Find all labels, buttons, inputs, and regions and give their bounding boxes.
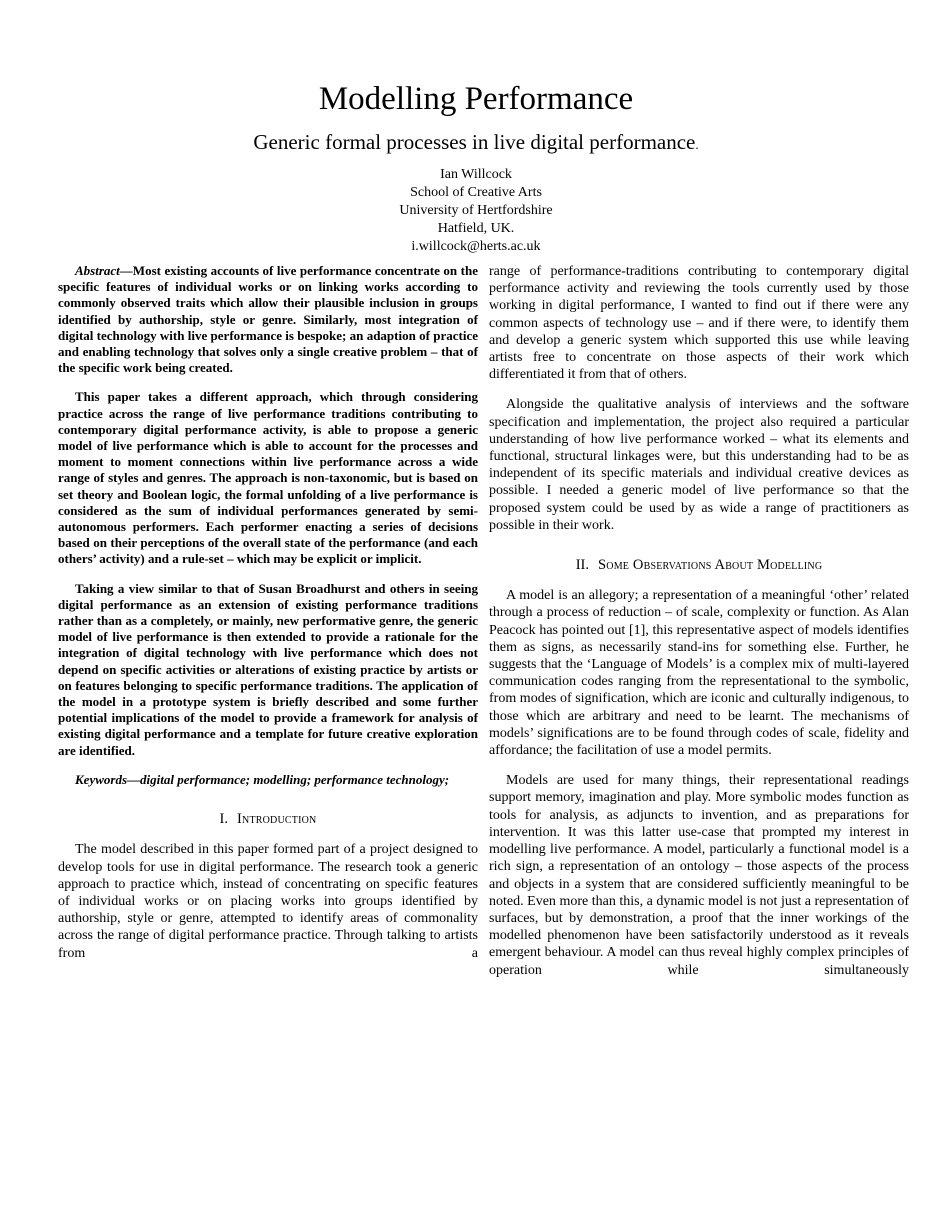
intro-paragraph-1-continued: range of performance-traditions contributing to contemporary digital performance activity and reviewing the tools currently used by those working in digital performance, I wanted to find out if there were any common aspects of technology use – and if there were, to identify them and develop a generic system which supported this use while leaving artists free to concentrate on those aspects of their work which differentiated it from that of others.	[489, 264, 909, 383]
two-column-body	[58, 263, 909, 992]
intro-paragraph-1: The model described in this paper formed part of a project designed to develop tools for use in digital performance. The research took a generic approach to practice which, instead of concentrating on specific features of individual works or on placing works into groups identified by authorship, style or genre, attempted to identify areas of commonality across the range of digital performance practice. Through talking to artists from a	[58, 842, 478, 961]
column-left	[58, 263, 478, 992]
paper-subtitle	[0, 130, 952, 155]
intro-paragraph-2: Alongside the qualitative analysis of interviews and the software specification and implementation, the project also required a particular understanding of how live performance worked – what its elements and functional, structural linkages were, but this understanding had to be as independent of its specific materials and individual creative devices as possible. I needed a generic model of live performance so that the proposed system could be used by as wide a range of practitioners as possible in their work.	[489, 397, 909, 533]
author-affiliation-school: School of Creative Arts	[410, 185, 542, 200]
abstract-paragraph-1	[58, 263, 478, 376]
modelling-paragraph-2: Models are used for many things, their representational readings support memory, imagination and play. More symbolic modes function as tools for analysis, as adjuncts to invention, and as preparations for intervention. It was this latter use-case that prompted my interest in modelling live performance. A model, particularly a functional model is a rich sign, a representation of an ontology – those aspects of the process and objects in a system that are considered sufficiently meaningful to be noted. Even more than this, a dynamic model is not just a representation of surfaces, but by demonstration, a proof that the inner workings of the modelled phenomenon have been satisfactorily understood as it reveals emergent behaviour. A model can thus reveal highly complex principles of operation while simultaneously	[489, 773, 909, 978]
author-email: i.willcock@herts.ac.uk	[411, 239, 541, 254]
keywords-paragraph: Keywords—digital performance; modelling; performance technology;	[75, 771, 450, 787]
paper-subtitle-period: .	[695, 137, 699, 152]
section-title: Some Observations About Modelling	[598, 557, 823, 574]
section-number: II.	[575, 557, 590, 574]
author-block	[0, 166, 952, 256]
abstract-label: Abstract—	[75, 263, 133, 278]
paper-subtitle-text: Generic formal processes in live digital performance	[253, 130, 696, 154]
author-name: Ian Willcock	[440, 167, 512, 182]
paper-title: Modelling Performance	[318, 81, 634, 117]
section-heading-modelling	[489, 557, 909, 574]
paper-header	[0, 0, 952, 256]
section-title: Introduction	[237, 811, 317, 828]
author-location: Hatfield, UK.	[437, 221, 515, 236]
section-number: I.	[219, 811, 228, 828]
column-right	[489, 263, 909, 992]
author-affiliation-university: University of Hertfordshire	[399, 203, 553, 218]
modelling-paragraph-1: A model is an allegory; a representation of a meaningful ‘other’ related through a process of reduction – of scale, complexity or function. As Alan Peacock has pointed out [1], this representative aspect of models identifies them as signs, as necessarily stand-ins for something else. Further, he suggests that the ‘Language of Models’ is a complex mix of multi-layered communication codes ranging from the representational to the symbolic, from modes of signification, which are iconic and culturally indigenous, to those which are arbitrary and need to be learnt. The mechanisms of models’ significations are to be found through codes of scale, fidelity and affordance; the facilitation of use a model permits.	[489, 588, 909, 759]
abstract-paragraph-2: This paper takes a different approach, which through considering practice across the range of live performance traditions contributing to contemporary digital performance activity, is able to propose a generic model of live performance which is able to account for the processes and moment to moment connections within live performance across a wide range of styles and genres. The approach is non-taxonomic, but is based on set theory and Boolean logic, the formal unfolding of a live performance is considered as the sum of individual performances generated by semi-autonomous performers. Each performer enacting a series of decisions based on their perceptions of the overall state of the performance (and each others’ activity) and a rule-set – which may be explicit or implicit.	[58, 389, 478, 567]
abstract-paragraph-1-text: Most existing accounts of live performance concentrate on the specific features of individual works or on linking works according to commonly observed traits which allow their plausible inclusion in groups identified by authorship, style or genre. Similarly, most integration of digital technology with live performance is bespoke; an adaption of practice and enabling technology that solves only a single creative problem – that of the specific work being created.	[58, 263, 478, 376]
abstract-paragraph-3: Taking a view similar to that of Susan Broadhurst and others in seeing digital performance as an extension of existing performance traditions rather than as a completely, or mainly, new performative genre, the generic model of live performance is then extended to provide a rationale for the integration of digital technology with live performance which does not depend on specific activities or alterations of existing practice by artists or on features belonging to specific performance traditions. The application of the model in a prototype system is briefly described and some further potential implications of the model to provide a framework for analysis of existing digital performance and a template for future creative exploration are identified.	[58, 580, 478, 758]
section-heading-introduction	[58, 811, 478, 828]
